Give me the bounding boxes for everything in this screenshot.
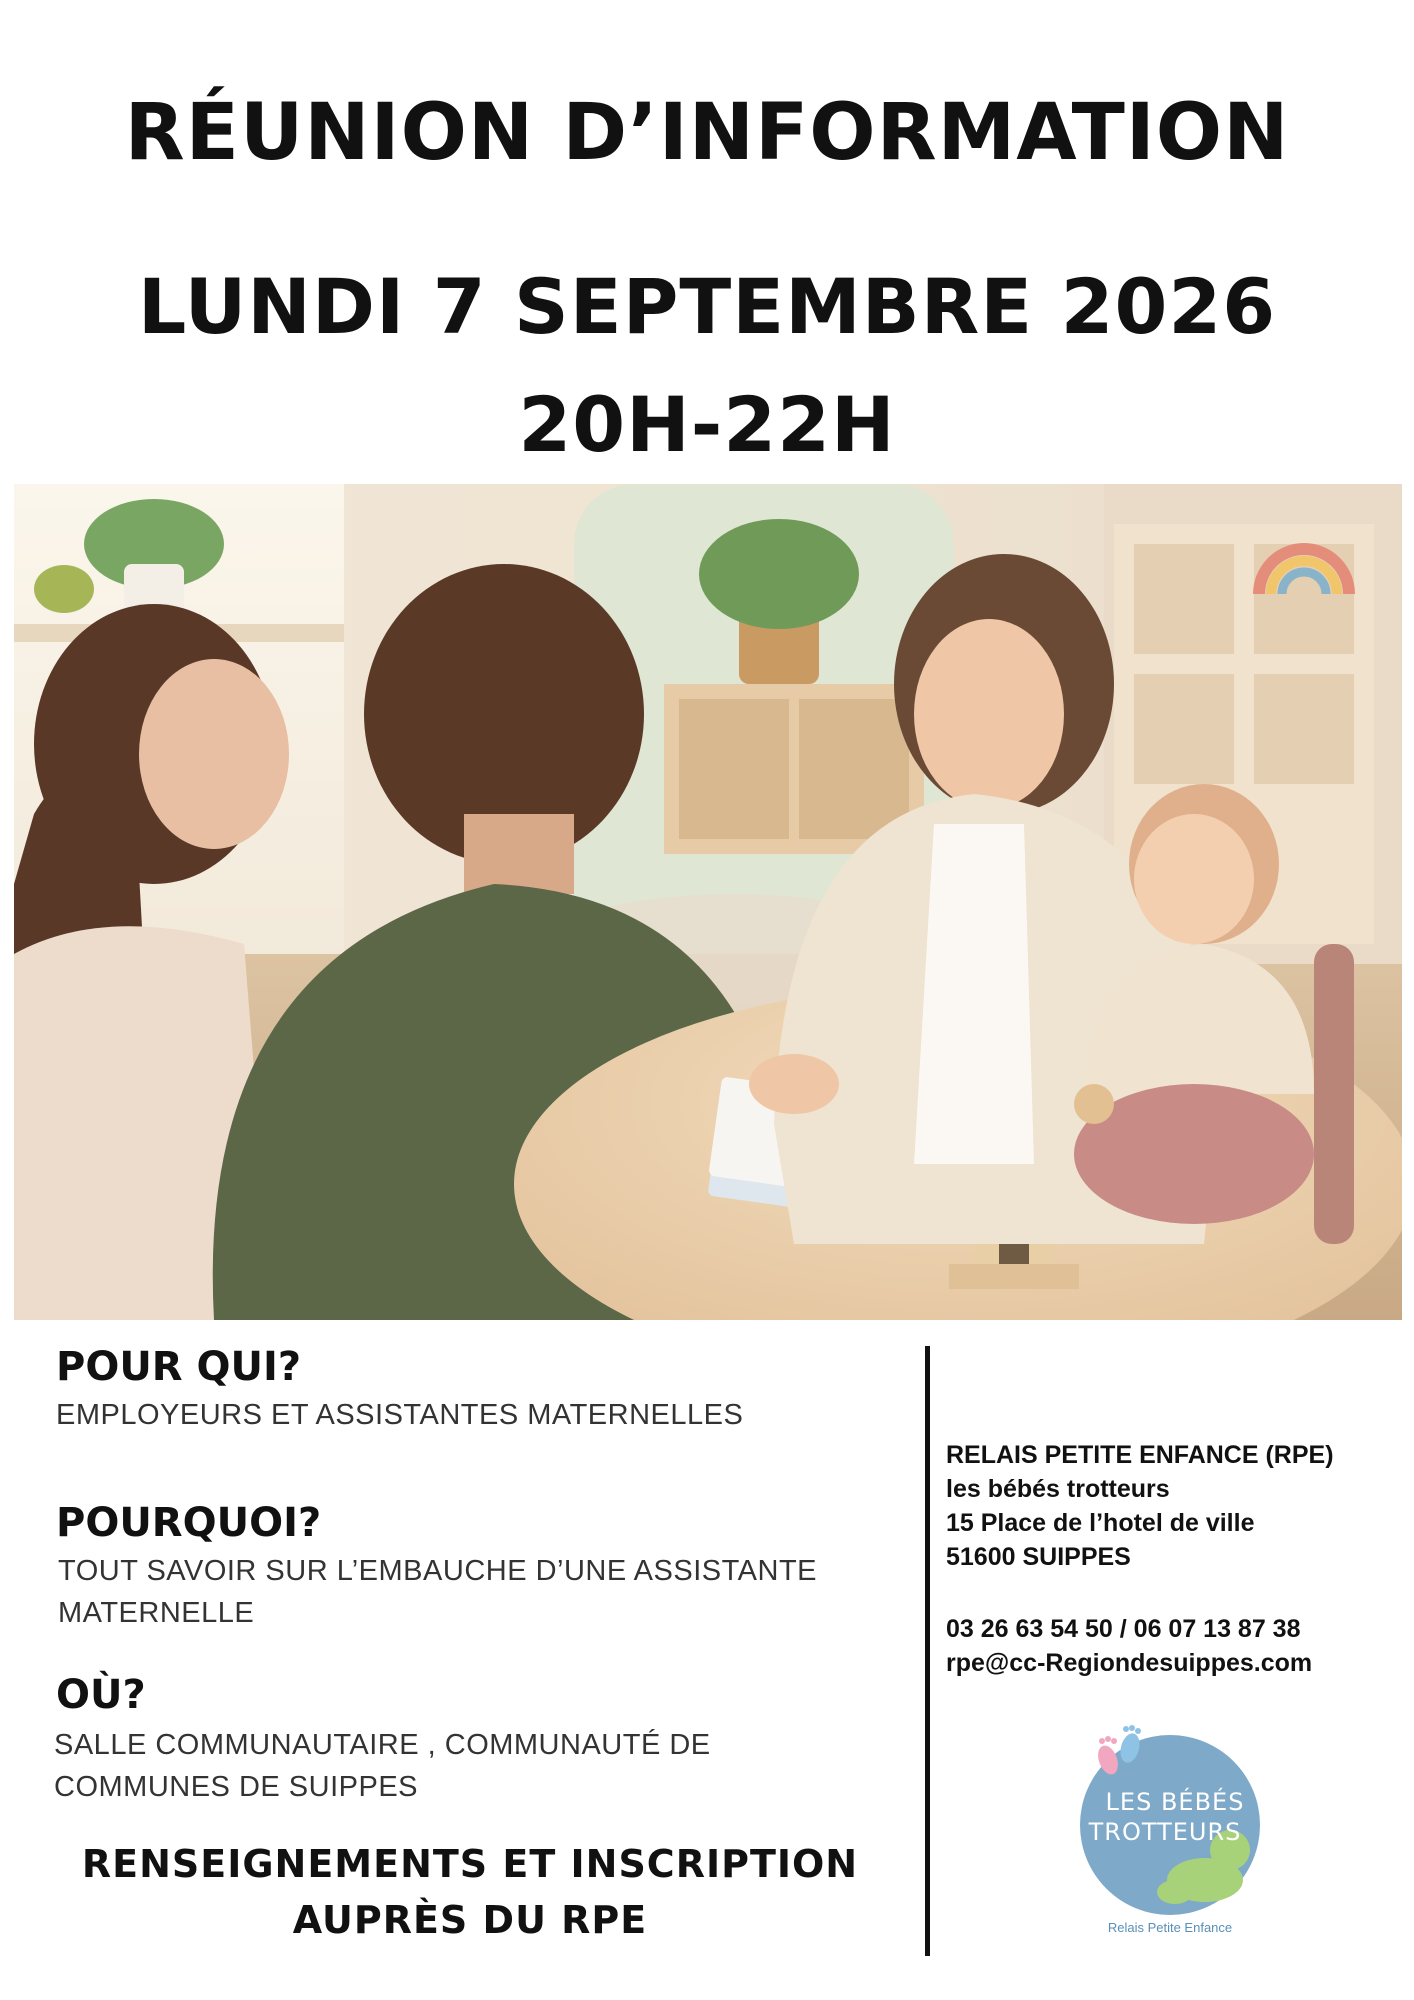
page-title: RÉUNION D’INFORMATION <box>124 88 1290 178</box>
pour-qui-text: EMPLOYEURS ET ASSISTANTES MATERNELLES <box>56 1399 744 1431</box>
contact-phones: 03 26 63 54 50 / 06 07 13 87 38 <box>946 1615 1301 1643</box>
event-time: 20H-22H <box>518 380 896 469</box>
meeting-photo <box>14 484 1402 1320</box>
les-bebes-trotteurs-logo <box>1070 1720 1280 1940</box>
pour-qui-heading: POUR QUI? <box>56 1344 302 1390</box>
contact-name: les bébés trotteurs <box>946 1475 1170 1503</box>
pourquoi-text <box>58 1550 898 1634</box>
contact-org: RELAIS PETITE ENFANCE (RPE) <box>946 1441 1334 1469</box>
ou-line-2: COMMUNES DE SUIPPES <box>54 1771 418 1803</box>
logo-caption: Relais Petite Enfance <box>1107 1920 1233 1935</box>
vertical-divider <box>925 1346 930 1956</box>
contact-email[interactable]: rpe@cc-Regiondesuippes.com <box>946 1649 1313 1677</box>
logo-line-1: LES BÉBÉS <box>1105 1788 1245 1816</box>
contact-city: 51600 SUIPPES <box>946 1543 1131 1571</box>
contact-block <box>946 1438 1386 1680</box>
ou-line-1: SALLE COMMUNAUTAIRE , COMMUNAUTÉ DE <box>54 1729 711 1761</box>
pourquoi-line-2: MATERNELLE <box>58 1597 255 1629</box>
registration-cta <box>40 1836 900 1948</box>
event-date: LUNDI 7 SEPTEMBRE 2026 <box>137 262 1277 351</box>
ou-heading: OÙ? <box>56 1672 146 1718</box>
ou-text <box>54 1724 874 1808</box>
cta-line-1: RENSEIGNEMENTS ET INSCRIPTION <box>81 1842 859 1886</box>
cta-line-2: AUPRÈS DU RPE <box>292 1898 648 1942</box>
logo-line-2: TROTTEURS <box>1088 1818 1242 1846</box>
pourquoi-heading: POURQUOI? <box>56 1500 322 1546</box>
contact-address: 15 Place de l’hotel de ville <box>946 1509 1255 1537</box>
pourquoi-line-1: TOUT SAVOIR SUR L’EMBAUCHE D’UNE ASSISTANTE <box>58 1555 818 1587</box>
